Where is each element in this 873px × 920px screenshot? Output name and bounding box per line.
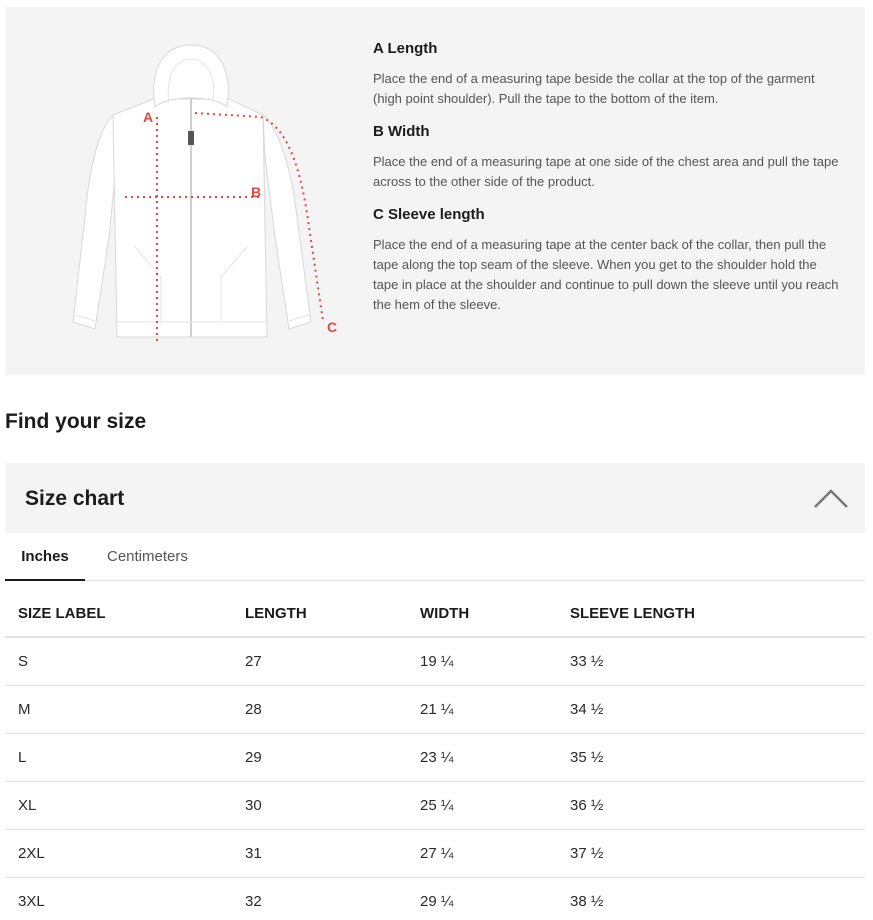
cell-width: 19 ¼: [420, 637, 570, 685]
cell-length: 31: [245, 829, 420, 877]
cell-width: 25 ¼: [420, 781, 570, 829]
table-row: [5, 877, 865, 920]
cell-sleeve: 36 ½: [570, 781, 865, 829]
table-row: [5, 685, 865, 733]
cell-length: 28: [245, 685, 420, 733]
hoodie-measurement-illustration: [65, 37, 355, 357]
table-row: [5, 829, 865, 877]
tab-inches[interactable]: Inches: [5, 540, 85, 581]
cell-length: 27: [245, 637, 420, 685]
hoodie-right-sleeve: [263, 115, 311, 329]
header-length: LENGTH: [245, 590, 420, 637]
marker-c: C: [327, 319, 338, 335]
size-chart-title: Size chart: [25, 487, 125, 510]
tab-centimeters[interactable]: Centimeters: [107, 548, 188, 565]
table-header-row: [5, 590, 865, 637]
width-text: Place the end of a measuring tape at one side of the chest area and pull the tape across to the other side of the product.: [373, 154, 839, 189]
unit-tabs: [5, 540, 865, 581]
cell-size: L: [5, 733, 245, 781]
chevron-up-icon[interactable]: [813, 487, 849, 509]
cell-size: 3XL: [18, 892, 45, 910]
cell-width: 21 ¼: [420, 685, 570, 733]
table-row: [5, 733, 865, 781]
header-size-label: SIZE LABEL: [5, 590, 245, 637]
cell-sleeve: 35 ½: [570, 733, 865, 781]
width-title: B Width: [373, 123, 430, 140]
sleeve-title: C Sleeve length: [373, 206, 485, 223]
length-title: A Length: [373, 40, 438, 57]
cell-length: 30: [245, 781, 420, 829]
cell-width: 27 ¼: [420, 829, 570, 877]
cell-size: M: [5, 685, 245, 733]
cell-size: 2XL: [5, 829, 245, 877]
cell-length: 29: [245, 733, 420, 781]
header-width: WIDTH: [420, 590, 570, 637]
size-chart-accordion-header[interactable]: [5, 463, 865, 533]
sleeve-instruction: [373, 206, 843, 315]
marker-b: B: [251, 184, 262, 200]
table-row: [5, 637, 865, 685]
hoodie-hood: [154, 45, 229, 107]
cell-size: S: [5, 637, 245, 685]
table-row: [5, 781, 865, 829]
length-instruction: [373, 40, 843, 109]
measurement-instructions: [373, 40, 843, 329]
find-your-size-heading: Find your size: [5, 410, 147, 433]
cell-width: 29 ¼: [420, 892, 454, 910]
measurement-guide-panel: [5, 7, 865, 375]
cell-size: XL: [5, 781, 245, 829]
hoodie-left-sleeve: [73, 115, 117, 329]
cell-sleeve: 38 ½: [570, 892, 604, 910]
cell-sleeve: 37 ½: [570, 829, 865, 877]
length-text: Place the end of a measuring tape beside the collar at the top of the garment (high point shoulder). Pull the tape to the bottom of the item.: [373, 71, 815, 106]
size-table: [5, 590, 865, 920]
cell-sleeve: 34 ½: [570, 685, 865, 733]
cell-width: 23 ¼: [420, 733, 570, 781]
cell-sleeve: 33 ½: [570, 637, 865, 685]
width-instruction: [373, 123, 843, 192]
header-sleeve-length: SLEEVE LENGTH: [570, 590, 865, 637]
marker-a: A: [143, 109, 154, 125]
sleeve-text: Place the end of a measuring tape at the center back of the collar, then pull the tape along the top seam of the sleeve. When you get to the shoulder hold the tape in place at the shoulder and continue to pull down the sleeve until you reach the hem of the sleeve.: [373, 237, 839, 312]
cell-length: 32: [245, 892, 262, 910]
